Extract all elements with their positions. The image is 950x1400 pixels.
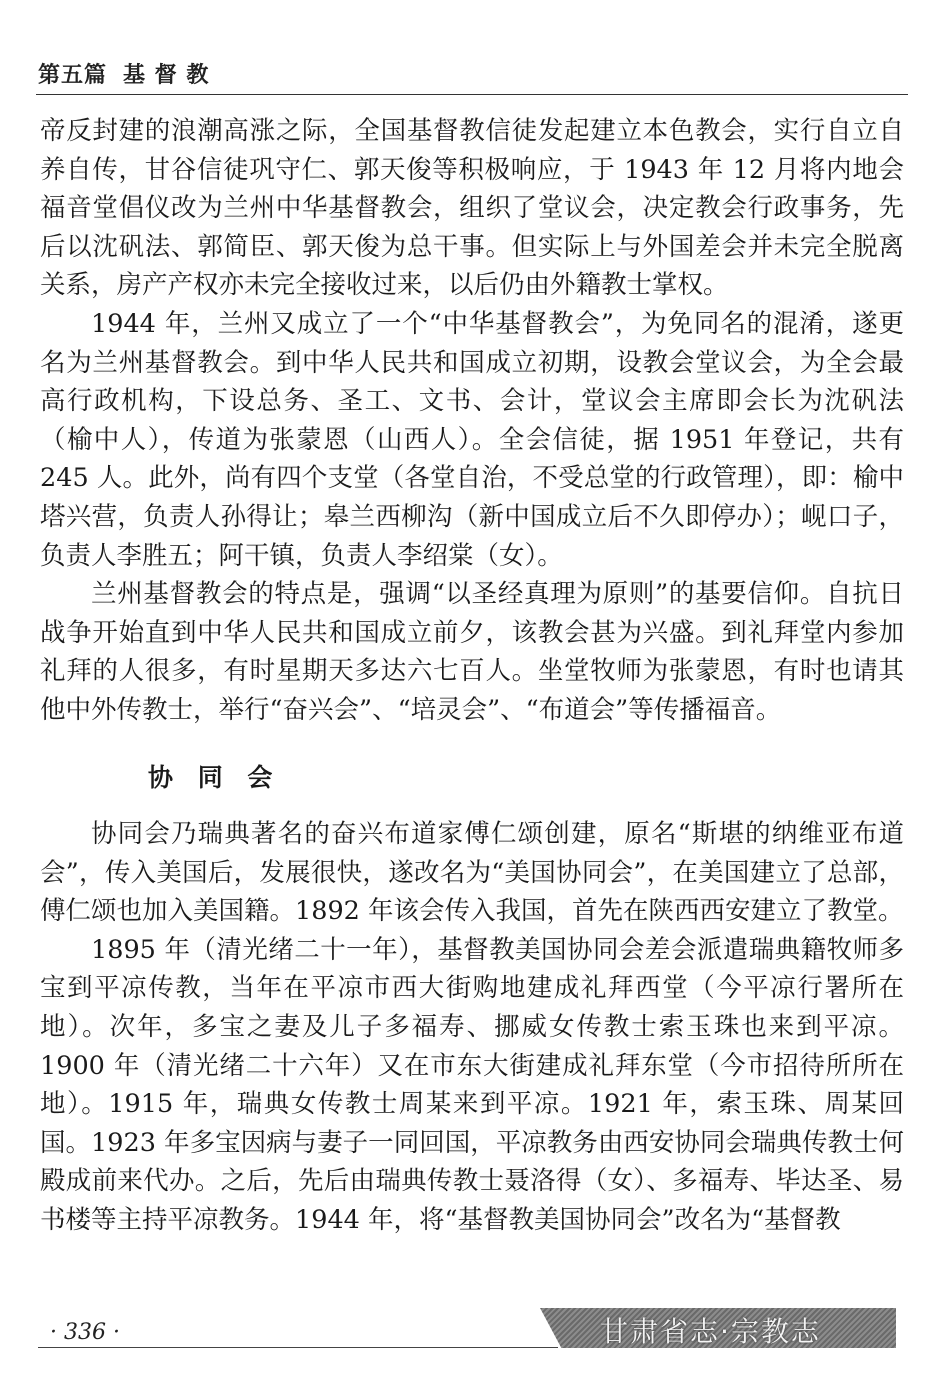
running-head (38, 58, 209, 89)
book-title: 甘肃省志·宗教志 (600, 1315, 821, 1348)
body-text-bottom (40, 815, 904, 1240)
chapter-label: 第五篇 (38, 62, 108, 88)
paragraph-3: 兰州基督教会的特点是，强调“以圣经真理为原则”的基要信仰。自抗日战争开始直到中华人民共和国成立前夕，该教会甚为兴盛。到礼拜堂内参加礼拜的人很多，有时星期天多达六七百人。坐堂牧师为张蒙恩，有时也请其他中外传教士，举行“奋兴会”、“培灵会”、“布道会”等传播福音。 (40, 579, 904, 725)
header-rule (36, 94, 908, 95)
paragraph-5: 1895 年（清光绪二十一年），基督教美国协同会差会派遣瑞典籍牧师多宝到平凉传教，当年在平凉市西大街购地建成礼拜西堂（今平凉行署所在地）。次年，多宝之妻及儿子多福寿、挪威女传教士索玉珠也来到平凉。1900 年（清光绪二十六年）又在市东大街建成礼拜东堂（今市招待所所在地）。1915 年，瑞典女传教士周某来到平凉。1921 年，索玉珠、周某回国。1923 年多宝因病与妻子一同回国，平凉教务由西安协同会瑞典传教士何殿成前来代办。之后，先后由瑞典传教士聂洛得（女）、多福寿、毕达圣、易书楼等主持平凉教务。1944 年，将“基督教美国协同会”改名为“基督教 (40, 934, 904, 1235)
paragraph-4: 协同会乃瑞典著名的奋兴布道家傅仁颂创建，原名“斯堪的纳维亚布道会”，传入美国后，发展很快，遂改名为“美国协同会”，在美国建立了总部，傅仁颂也加入美国籍。1892 年该会传入我国，首先在陕西西安建立了教堂。 (40, 819, 904, 927)
page-footer (0, 1308, 950, 1348)
paragraph-2: 1944 年，兰州又成立了一个“中华基督教会”，为免同名的混淆，遂更名为兰州基督教会。到中华人民共和国成立初期，设教会堂议会，为全会最高行政机构，下设总务、圣工、文书、会计，堂议会主席即会长为沈矾法（榆中人），传道为张蒙恩（山西人）。全会信徒，据 1951 年登记，共有 245 人。此外，尚有四个支堂（各堂自治，不受总堂的行政管理），即：榆中塔兴营，负责人孙得让；皋兰西柳沟（新中国成立后不久即停办）；岘口子，负责人李胜五；阿干镇，负责人李绍棠（女）。 (40, 308, 904, 571)
page-number: · 336 · (50, 1320, 120, 1345)
section-heading: 协 同 会 (148, 763, 281, 792)
section-label: 基 督 教 (123, 62, 210, 88)
paragraph-1: 帝反封建的浪潮高涨之际，全国基督教信徒发起建立本色教会，实行自立自养自传，甘谷信徒巩守仁、郭天俊等积极响应，于 1943 年 12 月将内地会福音堂倡仪改为兰州中华基督教会，组织了堂议会，决定教会行政事务，先后以沈矾法、郭简臣、郭天俊为总干事。但实际上与外国差会并未完全脱离关系，房产产权亦未完全接收过来，以后仍由外籍教士掌权。 (40, 116, 904, 301)
body-text-top (40, 112, 904, 730)
footer-rule (38, 1347, 558, 1348)
